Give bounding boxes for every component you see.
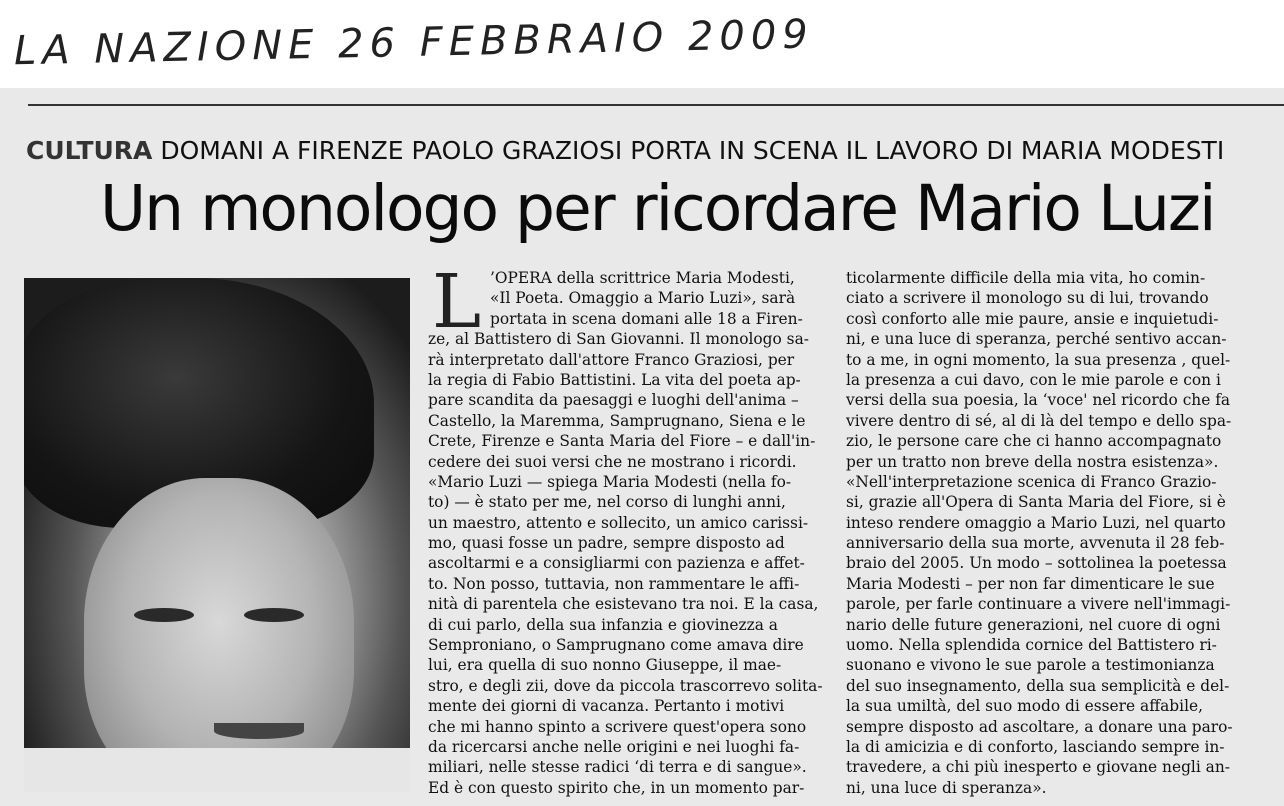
article-line: parole, per farle continuare a vivere nell'immagi- — [846, 595, 1231, 614]
article-line: mo, quasi fosse un padre, sempre disposto ad — [428, 534, 785, 553]
article-line: la presenza a cui davo, con le mie parole e con i — [846, 370, 1221, 389]
article-line: zio, le persone care che ci hanno accompagnato — [846, 432, 1222, 451]
handwritten-note: LA NAZIONE 26 FEBBRAIO 2009 — [13, 11, 815, 75]
article-line: mente dei giorni di vacanza. Pertanto i motivi — [428, 697, 785, 716]
article-line: ni, una luce di speranza». — [846, 778, 1047, 797]
article-line: cedere dei suoi versi che ne mostrano i ricordi. — [428, 452, 797, 471]
article-line: ni, e una luce di speranza, perché sentivo accan- — [846, 330, 1227, 349]
article-line: per un tratto non breve della nostra esistenza». — [846, 452, 1219, 471]
article-line: to a me, in ogni momento, la sua presenza , quel- — [846, 350, 1231, 369]
article-line: braio del 2005. Un modo – sottolinea la poetessa — [846, 554, 1227, 573]
article-line: pare scandita da paesaggi e luoghi dell'anima – — [428, 391, 799, 410]
article-line: del suo insegnamento, della sua semplicità e del- — [846, 676, 1230, 695]
article-line: sempre disposto ad ascoltare, a donare una paro- — [846, 717, 1233, 736]
article-line: Semproniano, o Samprugnano come amava dire — [428, 636, 804, 655]
article-line: nità di parentela che esistevano tra noi. E la casa, — [428, 595, 819, 614]
headline: Un monologo per ricordare Mario Luzi — [100, 172, 1215, 245]
article-line: ticolarmente difficile della mia vita, ho comin- — [846, 269, 1206, 287]
article-line: si, grazie all'Opera di Santa Maria del Fiore, si è — [846, 493, 1226, 512]
article-line: ze, al Battistero di San Giovanni. Il monologo sa- — [428, 330, 809, 349]
article-line: ’OPERA della scrittrice Maria Modesti, — [490, 269, 795, 287]
article-line: di cui parlo, della sua infanzia e giovinezza a — [428, 615, 778, 634]
article-line: da ricercarsi anche nelle origini e nei luoghi fa- — [428, 737, 800, 756]
kicker-category: CULTURA — [26, 136, 153, 165]
photo-eye-left — [134, 608, 194, 622]
article-line: Ed è con questo spirito che, in un momento par- — [428, 778, 805, 797]
kicker — [26, 136, 1276, 168]
article-line: rà interpretato dall'attore Franco Graziosi, per — [428, 350, 795, 369]
article-line: la sua umiltà, del suo modo di essere affabile, — [846, 697, 1203, 716]
article-line: lui, era quella di suo nonno Giuseppe, il mae- — [428, 656, 782, 675]
article-line: «Il Poeta. Omaggio a Mario Luzi», sarà — [490, 289, 796, 308]
article-line: «Nell'interpretazione scenica di Franco Grazio- — [846, 472, 1217, 491]
article-line: la regia di Fabio Battistini. La vita del poeta ap- — [428, 370, 801, 389]
article-line: che mi hanno spinto a scrivere quest'opera sono — [428, 717, 807, 736]
article-line: miliari, nelle stesse radici ‘di terra e di sangue». — [428, 758, 807, 777]
article-line: Maria Modesti – per non far dimenticare le sue — [846, 574, 1215, 593]
photo-face — [84, 478, 354, 792]
article-line: «Mario Luzi — spiega Maria Modesti (nella fo- — [428, 472, 792, 491]
portrait-photo — [24, 278, 410, 792]
dropcap: L — [432, 259, 482, 345]
article-line: inteso rendere omaggio a Mario Luzi, nel quarto — [846, 513, 1226, 532]
article-line: stro, e degli zii, dove da piccola trascorrevo solita- — [428, 676, 823, 695]
article-line: vivere dentro di sé, al di là del tempo e dello spa- — [846, 411, 1232, 430]
article-line: uomo. Nella splendida cornice del Battistero ri- — [846, 636, 1217, 655]
article-line: ascoltarmi e a consigliarmi con pazienza e affet- — [428, 554, 805, 573]
kicker-text: DOMANI A FIRENZE PAOLO GRAZIOSI PORTA IN SCENA IL LAVORO DI MARIA MODESTI — [160, 136, 1225, 165]
article-line: nario delle future generazioni, nel cuore di ogni — [846, 615, 1221, 634]
article-line: suonano e vivono le sue parole a testimonianza — [846, 656, 1215, 675]
article-line: anniversario della sua morte, avvenuta il 28 feb- — [846, 534, 1225, 553]
article-line: ciato a scrivere il monologo su di lui, trovando — [846, 289, 1209, 308]
article-line: Crete, Firenze e Santa Maria del Fiore – e dall'in- — [428, 432, 816, 451]
photo-shirt — [24, 748, 410, 792]
article-line: to) — è stato per me, nel corso di lunghi anni, — [428, 493, 786, 512]
article-line: versi della sua poesia, la ‘voce' nel ricordo che fa — [846, 391, 1231, 410]
top-rule — [28, 104, 1284, 106]
article-line: la di amicizia e di conforto, lasciando sempre in- — [846, 737, 1225, 756]
article-line: portata in scena domani alle 18 a Firen- — [490, 309, 803, 328]
article-line: un maestro, attento e sollecito, un amico carissi- — [428, 513, 809, 532]
article-column-2 — [846, 268, 1256, 798]
article-line: così conforto alle mie paure, ansie e inquietudi- — [846, 309, 1219, 328]
photo-eye-right — [244, 608, 304, 622]
article-line: Castello, la Maremma, Samprugnano, Siena e le — [428, 411, 806, 430]
article-line: to. Non posso, tuttavia, non rammentare le affi- — [428, 574, 800, 593]
article-line: travedere, a chi più inesperto e giovane negli an- — [846, 758, 1230, 777]
photo-mouth — [214, 723, 304, 739]
article-column-1 — [428, 259, 838, 798]
